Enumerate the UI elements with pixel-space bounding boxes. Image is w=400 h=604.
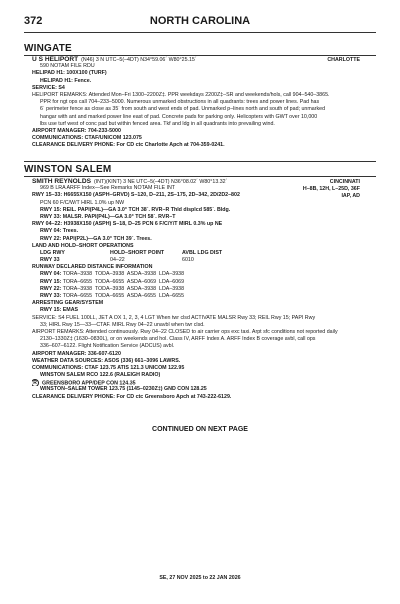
lahso-row <box>32 257 360 264</box>
declared-distance-row <box>32 293 360 300</box>
approach-control: GREENSBORO APP/DEP CON 124.35 <box>42 380 136 387</box>
remarks-line: 6´ perimeter fence as close as 35´ from south and west ends of pad. Unmarked p–lines north and south of pad; unmarked <box>40 106 326 113</box>
remarks-line: 336–607–6122. Flight Notification Service (ADCUS) avbl. <box>40 343 175 350</box>
iap-ad-label: IAP, AD <box>341 193 360 200</box>
lahso-header: LDG RWY <box>40 249 65 256</box>
declared-distance-title: RUNWAY DECLARED DISTANCE INFORMATION <box>32 264 153 271</box>
tower: WINSTON–SALEM TOWER 123.75 (1145–0230Z‡) GND CON 128.25 <box>40 386 207 393</box>
service-line: 33; HIRL Rwy 15—33—CTAF. MIRL Rwy 04–22 unavbl when twr clsd. <box>40 321 205 328</box>
lahso-title: LAND AND HOLD–SHORT OPERATIONS <box>32 242 134 249</box>
region-label-charlotte: CHARLOTTE <box>327 57 360 63</box>
lahso-header-row <box>32 250 360 257</box>
runway-15: RWY 15: REIL. PAPI(P4L)—GA 3.0° TCH 38´. RVR–R Thld displcd 585´. Bldg. <box>40 206 231 213</box>
lahso-cell: 6010 <box>182 257 194 264</box>
lahso-header: HOLD–SHORT POINT <box>110 249 165 256</box>
rwy-label: RWY 04: <box>40 271 62 278</box>
runway-33: RWY 33: MALSR. PAPI(P4L)—GA 3.0° TCH 58´. RVR–T <box>40 213 176 220</box>
tora: TORA–3938 <box>62 271 93 278</box>
toda: TODA–6655 <box>94 293 125 299</box>
facility-line: (INT)(KINT) 3 NE UTC–5(–4DT) N36°08.02´ W80°13.32´ <box>93 179 228 185</box>
runway-22: RWY 22: PAPI(P2L)—GA 3.0° TCH 39´. Trees. <box>40 235 152 242</box>
tora: TORA–6655 <box>62 278 93 285</box>
page-header <box>24 15 376 29</box>
runway-04-22: RWY 04–22: H3938X150 (ASPH) S–18, D–25 PCN 6 F/C/Y/T MIRL 0.3% up NE <box>32 221 223 228</box>
communications: COMMUNICATIONS: CTAF/UNICOM 123.075 <box>32 135 142 142</box>
wingate-entry <box>32 56 360 149</box>
declared-distance-row <box>32 286 360 293</box>
lahso-header: AVBL LDG DIST <box>182 249 223 256</box>
rwy-label: RWY 15: <box>40 278 62 285</box>
lda: LDA–3938 <box>159 271 185 278</box>
city-heading-wingate: WINGATE <box>24 43 72 54</box>
airport-manager: AIRPORT MANAGER: 336-607-6120 <box>32 350 121 357</box>
remarks-line: PPR for ngt ops call 704–233–5000. Numerous unmarked obstructions in all quadrants: trees and power lines. Pad has <box>40 99 320 106</box>
registered-r-icon: R <box>32 379 39 386</box>
rco: WINSTON SALEM RCO 122.6 (RALEIGH RADIO) <box>40 372 161 379</box>
runway-15-33-details: PCN 60 F/C/W/T HIRL 1.0% up NW <box>40 199 125 206</box>
clearance-delivery: CLEARANCE DELIVERY PHONE: For CD ctc Greensboro Apch at 743-222-6129. <box>32 393 232 400</box>
helipad-lighting: HELIPAD H1: Fence. <box>40 77 92 84</box>
helipad-dimensions: HELIPAD H1: 100X100 (TURF) <box>32 70 107 77</box>
lahso-cell: RWY 33 <box>40 257 60 264</box>
clearance-delivery: CLEARANCE DELIVERY PHONE: For CD ctc Charlotte Apch at 704-359-0241. <box>32 142 225 149</box>
toda: TODA–3938 <box>94 285 125 292</box>
region-label-cincinnati: CINCINNATI <box>329 179 360 185</box>
runway-04: RWY 04: Trees. <box>40 228 79 235</box>
facility-line: (N46) 3 N UTC–5(–4DT) N34°59.06´ W80°25.15´ <box>81 57 197 63</box>
city-heading-winston-salem: WINSTON SALEM <box>24 164 112 175</box>
rwy-label: RWY 33: <box>40 293 62 299</box>
weather-sources: WEATHER DATA SOURCES: ASOS (336) 661–3096 LAWRS. <box>32 357 181 364</box>
remarks-line: AIRPORT REMARKS: Attended continuously. Rwy 04–22 CLOSED to air carrier ops exc taxi. Arpt sfc conditions not reported daily <box>32 328 338 335</box>
service-line: SERVICE: S4 FUEL 100LL, JET A OX 1, 2, 3, 4 LGT When twr clsd ACTIVATE MALSR Rwy 33; REIL Rwy 15; PAPI Rwy <box>32 314 316 321</box>
tora: TORA–6655 <box>62 293 93 299</box>
remarks-line: lbs use turf west of conc pad but within fenced area. Tkf and ldg in all quadrants into prevailing wind. <box>40 120 275 127</box>
arresting-gear-title: ARRESTING GEAR/SYSTEM <box>32 300 104 307</box>
facility-info-line: 969 B LRA ARFF Index—See Remarks NOTAM FILE INT <box>40 185 176 192</box>
communications: COMMUNICATIONS: CTAF 123.75 ATIS 121.3 UNICOM 122.95 <box>32 364 185 371</box>
asda: ASDA–3938 <box>126 271 157 278</box>
facility-info-line: 590 NOTAM FILE RDU <box>40 63 95 70</box>
section-rule-winston <box>24 176 376 177</box>
facility-name: U S HELIPORT <box>32 56 79 63</box>
lahso-cell: 04–22 <box>110 257 125 264</box>
section-rule-top-winston <box>24 161 376 162</box>
chart-refs: H–8B, 12H, L–25D, 36F <box>302 186 360 193</box>
declared-distance-row <box>32 279 360 286</box>
lda: LDA–6655 <box>159 293 185 299</box>
lda: LDA–3938 <box>159 285 185 292</box>
state-title: NORTH CAROLINA <box>149 15 251 27</box>
runway-15-33: RWY 15–33: H6655X150 (ASPH–GRVD) S–120, D–211, 2S–175, 2D–342, 2D/2D2–802 <box>32 192 240 199</box>
remarks-line: HELIPORT REMARKS: Attended Mon–Fri 1300–2200Z‡. PPR weekdays 2200Z‡–SR and weekends/hols, call 904–540–3865. <box>32 91 330 98</box>
effective-dates-footer: SE, 27 NOV 2025 to 22 JAN 2026 <box>159 575 241 581</box>
facility-name: SMITH REYNOLDS <box>32 178 91 185</box>
header-rule <box>24 32 376 33</box>
lda: LDA–6069 <box>159 278 185 285</box>
asda: ASDA–6655 <box>126 293 157 299</box>
remarks-line: 2130–1330Z‡ (1630–0830L), or on weekends and hol. Class IV, ARFF Index A. ARFF Index B coverage avbl, call ops <box>40 336 316 343</box>
tora: TORA–3938 <box>62 285 93 292</box>
asda: ASDA–3938 <box>126 285 157 292</box>
toda: TODA–3938 <box>94 271 125 278</box>
rwy-label: RWY 22: <box>40 285 62 292</box>
continued-notice: CONTINUED ON NEXT PAGE <box>152 426 248 433</box>
page-number: 372 <box>24 15 43 27</box>
declared-distance-row <box>32 271 360 278</box>
smith-reynolds-entry <box>32 178 360 401</box>
airport-manager: AIRPORT MANAGER: 704-233-5000 <box>32 127 121 134</box>
service: SERVICE: S4 <box>32 84 65 91</box>
asda: ASDA–6069 <box>126 278 157 285</box>
toda: TODA–6655 <box>94 278 125 285</box>
remarks-line: hangar with ant and marked power line east of pad. Concrete pads for parking only. Helicopters with GWT over 10,000 <box>40 113 318 120</box>
arresting-gear: RWY 15: EMAS <box>40 307 79 314</box>
